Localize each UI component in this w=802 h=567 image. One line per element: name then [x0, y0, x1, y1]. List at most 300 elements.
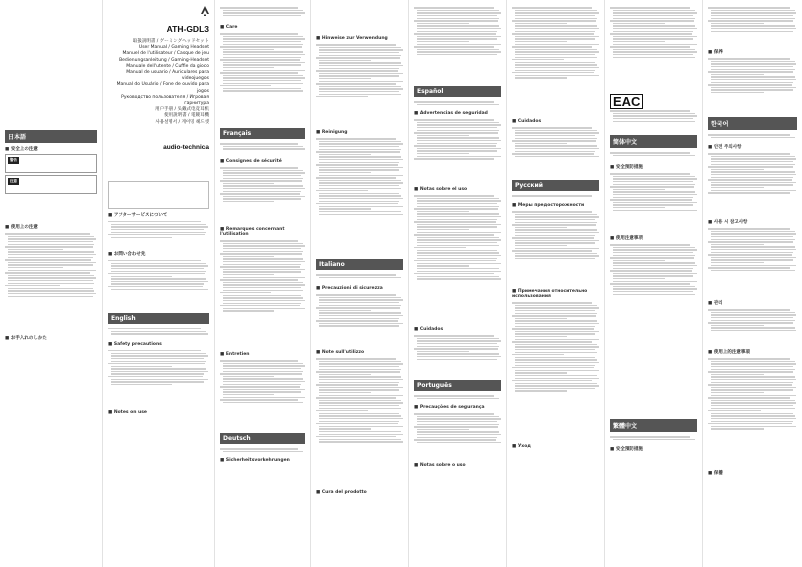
text-line [319, 185, 399, 186]
text-line [512, 46, 592, 47]
text-line [515, 41, 567, 42]
text-line [5, 259, 91, 260]
text-line [613, 38, 693, 39]
heading-remarks: ■ Remarques concernant l'utilisation [220, 227, 305, 237]
text-line [613, 260, 665, 261]
text-line [319, 162, 399, 163]
text-line [8, 238, 96, 239]
cover-title-es: Manual de usuario / Auriculares para videojuegos [126, 70, 209, 82]
text-line [319, 188, 401, 189]
text-line [319, 193, 399, 194]
text-line [708, 371, 793, 372]
text-line [111, 355, 208, 356]
text-line [613, 249, 697, 250]
text-line [515, 362, 599, 363]
text-line [417, 18, 499, 19]
text-line [316, 423, 398, 424]
text-line [111, 268, 204, 269]
text-line [613, 273, 697, 274]
text-line [417, 28, 501, 29]
text-line [417, 268, 499, 269]
text-line [711, 244, 764, 245]
text-line [708, 7, 790, 8]
text-line [515, 232, 599, 233]
text-line [515, 25, 597, 26]
text-line [610, 436, 690, 437]
text-line [220, 399, 298, 400]
body-filler [316, 357, 403, 487]
text-line [515, 130, 597, 131]
text-line [613, 439, 695, 440]
section-bar-japanese: 日本語 [5, 130, 97, 143]
text-line [111, 353, 206, 354]
heading-care: ■ 保養 [708, 470, 797, 476]
cover-title-en: User Manual / Gaming Headset [138, 45, 209, 51]
text-line [711, 177, 793, 178]
text-line [319, 361, 401, 362]
text-line [417, 250, 497, 251]
heading-care: ■ お手入れのしかた [5, 335, 97, 341]
text-line [111, 232, 206, 233]
warning-label: 警告 [10, 158, 17, 162]
text-line [223, 49, 274, 50]
body-filler [316, 137, 403, 255]
text-line [711, 18, 795, 19]
text-line [223, 297, 303, 298]
text-line [223, 172, 305, 173]
text-line [613, 118, 693, 119]
text-line [711, 92, 764, 93]
text-line [711, 395, 796, 396]
text-line [223, 67, 274, 68]
text-line [512, 250, 592, 251]
text-line [711, 327, 795, 328]
text-line [319, 88, 403, 89]
text-line [613, 44, 697, 45]
text-line [220, 292, 271, 293]
text-line [417, 12, 501, 13]
text-line [223, 389, 305, 390]
body-filler [512, 126, 599, 176]
text-line [223, 183, 274, 184]
text-line [223, 44, 303, 45]
text-line [417, 150, 497, 151]
text-line [319, 169, 399, 170]
text-line [223, 384, 301, 385]
text-line [515, 378, 599, 379]
text-line [512, 33, 594, 34]
text-line [223, 277, 305, 278]
body-filler [610, 6, 697, 86]
text-line [613, 275, 693, 276]
text-line [319, 211, 401, 212]
body-filler [414, 100, 501, 108]
text-line [515, 344, 597, 345]
text-line [417, 23, 469, 24]
text-line [223, 261, 305, 262]
text-line [417, 211, 469, 212]
text-line [414, 439, 496, 440]
text-line [223, 264, 301, 265]
text-line [414, 335, 494, 336]
text-line [711, 312, 795, 313]
text-line [515, 54, 595, 55]
text-line [414, 234, 494, 235]
text-line [711, 259, 793, 260]
text-line [512, 72, 594, 73]
text-line [8, 249, 63, 250]
text-line [414, 195, 494, 196]
text-line [417, 263, 501, 264]
text-line [8, 290, 94, 291]
text-line [319, 78, 371, 79]
text-line [223, 38, 305, 39]
panel-spanish-portuguese [408, 0, 506, 567]
text-line [8, 277, 96, 278]
section-bar-chinese-simplified: 简体中文 [610, 135, 697, 148]
text-line [223, 256, 274, 257]
text-line [515, 323, 599, 324]
text-line [223, 451, 303, 452]
text-line [5, 285, 60, 286]
text-line [417, 431, 499, 432]
text-line [613, 54, 693, 55]
text-line [417, 15, 497, 16]
body-filler [220, 32, 305, 124]
text-line [515, 135, 595, 136]
text-line [111, 265, 208, 266]
text-line [708, 153, 790, 154]
text-line [319, 395, 403, 396]
text-line [515, 331, 599, 332]
text-line [223, 376, 274, 377]
text-line [515, 222, 597, 223]
text-line [613, 25, 695, 26]
text-line [610, 110, 690, 111]
text-line [711, 389, 793, 390]
text-line [417, 226, 497, 227]
text-line [613, 31, 693, 32]
text-line [515, 145, 597, 146]
text-line [515, 313, 597, 314]
text-line [711, 382, 793, 383]
heading-care: ■ 관리 [708, 300, 797, 306]
text-line [613, 57, 695, 58]
text-line [515, 333, 595, 334]
text-line [319, 159, 403, 160]
text-line [708, 58, 790, 59]
text-line [613, 176, 695, 177]
panel-english-french [214, 0, 310, 567]
heading-safety: ■ 安全预防措施 [610, 164, 697, 170]
section-bar-portuguese: Português [414, 380, 501, 391]
text-line [319, 91, 399, 92]
text-line [417, 418, 501, 419]
panel-cover [102, 0, 214, 567]
text-line [108, 376, 203, 377]
text-line [316, 307, 400, 308]
text-line [319, 55, 401, 56]
text-line [417, 104, 499, 105]
text-line [223, 287, 301, 288]
text-line [316, 96, 368, 97]
text-line [610, 7, 690, 8]
text-line [417, 245, 499, 246]
section-bar-korean: 한국어 [708, 117, 797, 130]
text-line [512, 127, 592, 128]
text-line [515, 305, 597, 306]
text-line [223, 245, 305, 246]
text-line [319, 167, 403, 168]
body-filler [610, 172, 697, 232]
text-line [319, 363, 403, 364]
text-line [515, 235, 595, 236]
text-line [316, 70, 398, 71]
cover-title-it: Manuale dell'utente / Cuffie da gioco [126, 63, 209, 69]
text-line [417, 434, 501, 435]
heading-safety: ■ Sicherheitsvorkehrungen [220, 458, 305, 463]
text-line [223, 274, 274, 275]
text-line [515, 132, 599, 133]
text-line [613, 49, 695, 50]
body-filler [316, 273, 403, 283]
text-line [223, 196, 305, 197]
text-line [8, 251, 94, 252]
text-line [111, 263, 206, 264]
text-line [319, 75, 399, 76]
body-filler [414, 412, 501, 460]
text-line [319, 421, 399, 422]
text-line [414, 20, 498, 21]
text-line [417, 124, 501, 125]
text-line [708, 254, 792, 255]
text-line [417, 421, 497, 422]
text-line [316, 203, 398, 204]
text-line [613, 204, 693, 205]
text-line [512, 315, 596, 316]
text-line [613, 202, 697, 203]
text-line [417, 216, 501, 217]
text-line [515, 242, 595, 243]
text-line [515, 51, 599, 52]
text-line [711, 376, 795, 377]
text-line [711, 428, 764, 429]
body-filler [610, 243, 697, 323]
text-line [512, 211, 592, 212]
text-line [708, 309, 790, 310]
text-line [610, 257, 694, 258]
text-line [220, 279, 298, 280]
text-line [708, 410, 761, 411]
text-line [711, 363, 796, 364]
body-filler [108, 259, 209, 309]
text-line [414, 33, 496, 34]
text-line [223, 12, 305, 13]
text-line [220, 253, 302, 254]
text-line [417, 41, 469, 42]
text-line [417, 343, 497, 344]
text-line [711, 87, 796, 88]
text-line [610, 173, 690, 174]
text-line [417, 36, 501, 37]
text-line [515, 388, 595, 389]
body-filler [220, 359, 305, 429]
cover-title-ja: 取扱説明書 / ゲーミングヘッドセット [132, 39, 209, 44]
text-line [111, 224, 206, 225]
text-line [711, 174, 796, 175]
text-line [316, 44, 396, 45]
text-line [417, 203, 497, 204]
text-line [515, 75, 599, 76]
text-line [414, 46, 494, 47]
text-line [316, 164, 398, 165]
text-line [8, 244, 94, 245]
text-line [319, 195, 401, 196]
heading-notes: ■ 사용 시 참고사항 [708, 219, 797, 225]
body-filler [220, 142, 305, 156]
text-line [711, 233, 796, 234]
text-line [319, 143, 403, 144]
text-line [515, 318, 567, 319]
text-line [223, 41, 301, 42]
text-line [108, 328, 201, 329]
text-line [417, 276, 499, 277]
text-line [319, 369, 401, 370]
cover-title-pt: Manual do Usuário / Fone de ouvido para jogos [116, 82, 209, 94]
text-line [223, 378, 303, 379]
text-line [319, 379, 403, 380]
text-line [711, 270, 795, 271]
text-line [319, 146, 399, 147]
text-line [711, 400, 795, 401]
text-line [8, 288, 93, 289]
heading-safety: ■ Consignes de sécurité [220, 159, 305, 164]
text-line [711, 249, 796, 250]
text-line [319, 52, 399, 53]
text-line [319, 366, 399, 367]
text-line [8, 296, 93, 297]
text-line [708, 71, 793, 72]
cover-title-de: Bedienungsanleitung / Gaming-Headset [119, 57, 209, 63]
text-line [414, 348, 498, 349]
text-line [319, 68, 399, 69]
text-line [8, 257, 93, 258]
text-line [515, 346, 599, 347]
text-line [515, 70, 595, 71]
text-line [711, 164, 795, 165]
text-line [414, 395, 494, 396]
text-line [515, 258, 595, 259]
text-line [610, 33, 692, 34]
text-line [5, 246, 93, 247]
text-line [515, 62, 595, 63]
text-line [223, 77, 305, 78]
text-line [316, 397, 396, 398]
text-line [417, 153, 469, 154]
text-line [316, 371, 400, 372]
text-line [414, 221, 496, 222]
text-line [613, 294, 695, 295]
text-line [512, 7, 592, 8]
text-line [515, 10, 597, 11]
heading-safety: ■ 安全上の注意 [5, 146, 97, 152]
text-line [111, 271, 206, 272]
text-line [8, 283, 94, 284]
panel-german-italian [310, 0, 408, 567]
text-line [319, 389, 399, 390]
text-line [223, 394, 274, 395]
text-line [711, 402, 796, 403]
text-line [613, 194, 697, 195]
text-line [610, 46, 690, 47]
text-line [515, 143, 567, 144]
text-line [613, 41, 665, 42]
text-line [223, 282, 303, 283]
text-line [220, 167, 298, 168]
text-line [613, 210, 697, 211]
text-line [223, 185, 303, 186]
text-line [417, 127, 497, 128]
text-line [417, 213, 499, 214]
text-line [319, 312, 401, 313]
body-filler [316, 43, 403, 127]
heading-care: ■ Cuidados [512, 119, 599, 124]
heading-care: ■ 保养 [708, 49, 797, 55]
text-line [711, 23, 764, 24]
panel-russian-chinese-s [604, 0, 702, 567]
text-line [417, 353, 499, 354]
text-line [417, 271, 501, 272]
text-line [414, 208, 498, 209]
text-line [5, 233, 90, 234]
text-line [417, 135, 469, 136]
text-line [223, 402, 303, 403]
body-filler [414, 118, 501, 184]
text-line [111, 373, 204, 374]
heading-care: ■ Уход [512, 444, 599, 449]
text-line [316, 294, 396, 295]
text-line [711, 15, 793, 16]
section-bar-spanish: Español [414, 86, 501, 97]
text-line [417, 278, 501, 279]
text-line [414, 273, 494, 274]
text-line [417, 200, 501, 201]
caution-label: 注意 [10, 179, 17, 183]
text-line [319, 387, 403, 388]
text-line [316, 384, 398, 385]
text-line [223, 51, 303, 52]
text-line [417, 219, 497, 220]
text-line [108, 363, 205, 364]
text-line [613, 10, 695, 11]
text-line [223, 381, 305, 382]
text-line [711, 421, 793, 422]
text-line [417, 255, 501, 256]
caution-box [5, 175, 97, 194]
text-line [711, 361, 795, 362]
text-line [515, 38, 595, 39]
text-line [108, 350, 201, 351]
text-line [708, 192, 790, 193]
text-line [319, 175, 403, 176]
text-line [316, 320, 398, 321]
text-line [223, 363, 303, 364]
text-line [417, 356, 501, 357]
text-line [111, 283, 204, 284]
text-line [220, 240, 298, 241]
heading-safety: ■ Advertencias de seguridad [414, 111, 501, 116]
text-line [512, 237, 594, 238]
